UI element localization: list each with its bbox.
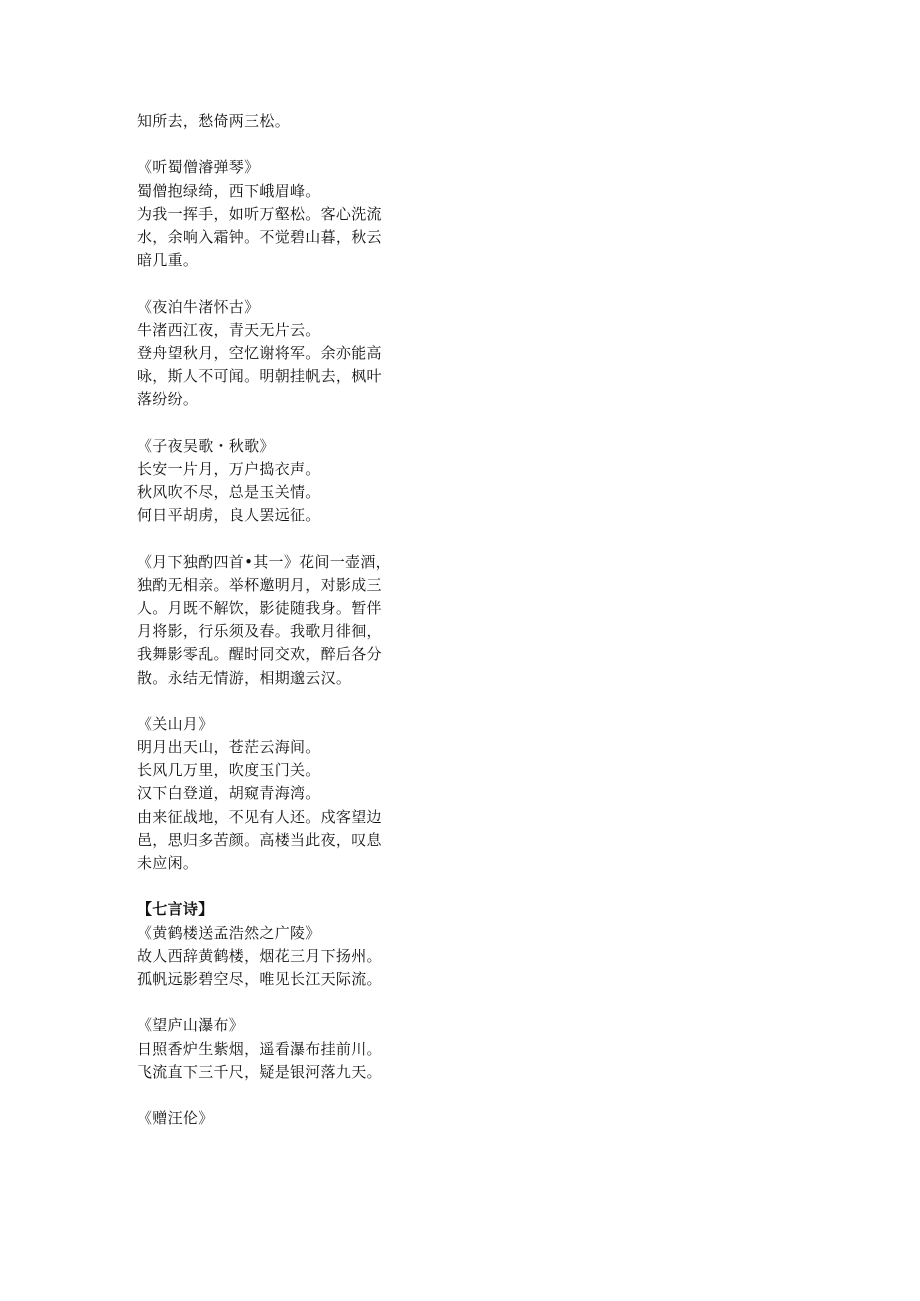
text-line: 由来征战地，不见有人还。戍客望边 [137,807,382,826]
poem-title-guan-shan-yue: 《关山月》 [137,714,214,733]
poem-title-yue-xia-du-zhuo: 《月下独酌四首•其一》花间一壶酒， [137,552,391,571]
text-line: 汉下白登道，胡窥青海湾。 [137,784,321,803]
text-line: 秋风吹不尽，总是玉关情。 [137,483,321,501]
blank-line [137,411,437,434]
blank-line [137,875,437,898]
text-line: 咏，斯人不可闻。明朝挂帆去，枫叶 [137,367,382,386]
poem-title-huang-he-lou: 《黄鹤楼送孟浩然之广陵》 [137,923,321,942]
text-line: 未应闲。 [137,854,199,872]
text-line: 日照香炉生紫烟，遥看瀑布挂前川。 [137,1039,382,1058]
section-heading-qi-yan-shi: 【七言诗】 [137,900,214,919]
blank-line [137,527,437,550]
text-line: 登舟望秋月，空忆谢将军。余亦能高 [137,343,382,362]
text-line: 散。永结无情游，相期邈云汉。 [137,668,352,687]
text-line: 长安一片月，万户捣衣声。 [137,459,321,478]
text-line: 故人西辞黄鹤楼，烟花三月下扬州。 [137,946,382,965]
document-page [137,110,437,1130]
poem-title-ye-bo-niu-zhu: 《夜泊牛渚怀古》 [137,297,260,316]
text-line: 水，余响入霜钟。不觉碧山暮，秋云 [137,227,382,246]
text-line: 何日平胡虏，良人罢远征。 [137,506,321,525]
poem-title-zeng-wang-lun: 《赠汪伦》 [137,1109,214,1128]
text-line: 孤帆远影碧空尽，唯见长江天际流。 [137,969,382,988]
text-line: 蜀僧抱绿绮，西下峨眉峰。 [137,181,321,200]
text-line: 长风几万里，吹度玉门关。 [137,761,321,780]
poem-title-wang-lu-shan-pu-bu: 《望庐山瀑布》 [137,1016,245,1035]
text-line: 知所去，愁倚两三松。 [137,112,291,130]
text-line: 独酌无相亲。举杯邀明月，对影成三 [137,575,382,594]
poem-title-zi-ye-wu-ge: 《子夜吴歌・秋歌》 [137,436,275,455]
blank-line [137,1084,437,1107]
text-line: 人。月既不解饮，影徒随我身。暂伴 [137,598,382,617]
blank-line [137,991,437,1014]
text-line: 飞流直下三千尺，疑是银河落九天。 [137,1062,382,1081]
text-line: 邑，思归多苦颜。高楼当此夜，叹息 [137,830,382,849]
blank-line [137,272,437,295]
text-line: 牛渚西江夜，青天无片云。 [137,320,321,339]
poem-title-ting-shu-seng: 《听蜀僧濬弹琴》 [137,158,260,177]
text-line: 落纷纷。 [137,390,199,409]
blank-line [137,133,437,156]
text-line: 为我一挥手，如听万壑松。客心洗流 [137,204,382,223]
blank-line [137,690,437,713]
text-line: 我舞影零乱。醒时同交欢，醉后各分 [137,645,382,664]
text-line: 明月出天山，苍茫云海间。 [137,738,321,757]
text-line: 月将影，行乐须及春。我歌月徘徊， [137,622,382,641]
text-line: 暗几重。 [137,251,199,270]
